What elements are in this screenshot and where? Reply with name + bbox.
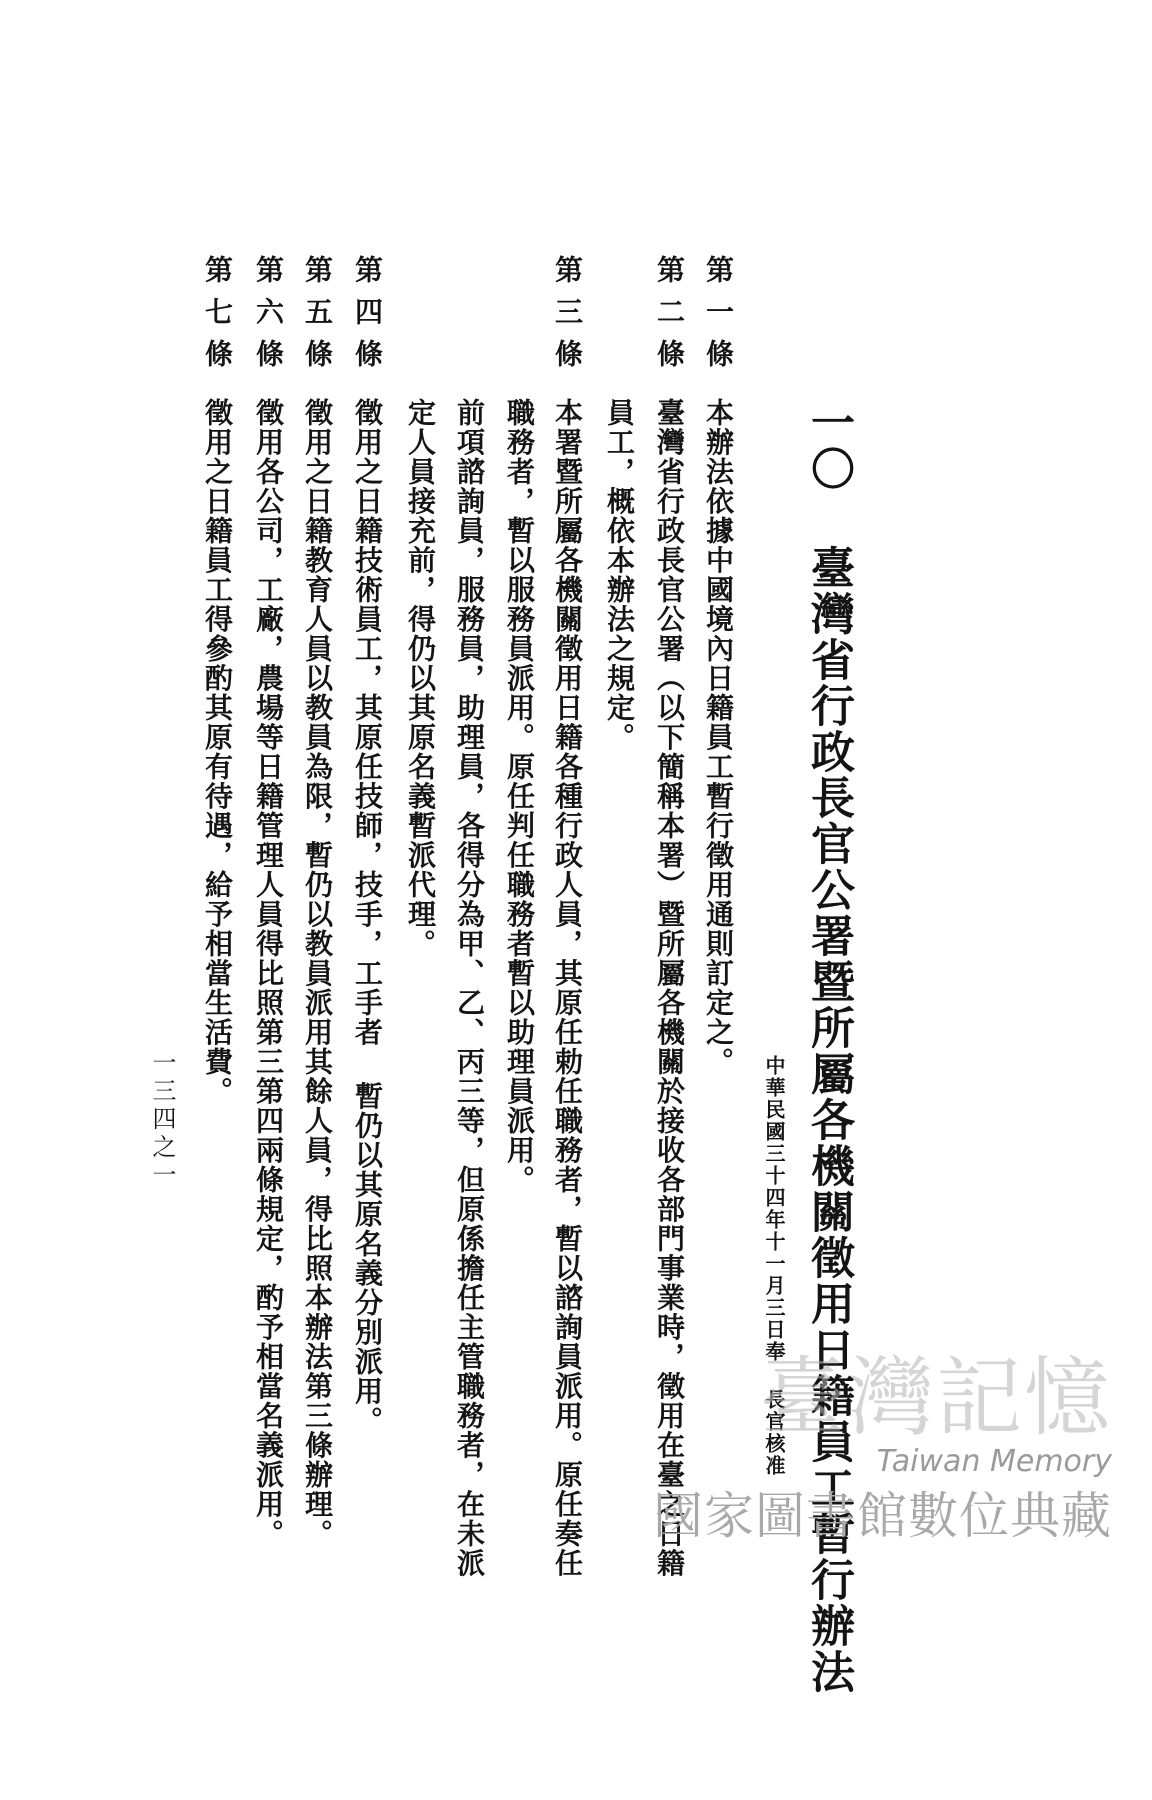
article-4-label: 第四條: [351, 255, 384, 381]
article-2-label: 第二條: [653, 255, 686, 381]
document-title: 一〇 臺灣省行政長官公署暨所屬各機關徵用日籍員工暫行辦法: [803, 400, 854, 1695]
article-7-label: 第七條: [201, 255, 234, 381]
article-3-line-3: 前項諮詢員，服務員，助理員，各得分為甲、乙、丙三等，但原係擔任主管職務者，在未派: [453, 398, 486, 1578]
article-2-line-1: 臺灣省行政長官公署（以下簡稱本署）暨所屬各機關於接收各部門事業時，徵用在臺之日籍: [653, 398, 686, 1578]
page-number: 一三四之一: [148, 1050, 176, 1190]
watermark-library-name: 國家圖書館數位典藏: [653, 1487, 1112, 1545]
article-4-line-1: 徵用之日籍技術員工，其原任技師，技手，工手者 暫仍以其原名義分別派用。: [351, 398, 384, 1436]
article-1-label: 第一條: [702, 255, 735, 381]
watermark-chinese-logo: 臺灣記憶: [760, 1348, 1112, 1448]
article-3-line-2: 職務者，暫以服務員派用。原任判任職務者暫以助理員派用。: [503, 398, 536, 1195]
watermark-english-text: Taiwan Memory: [876, 1444, 1112, 1479]
article-3-line-4: 定人員接充前，得仍以其原名義暫派代理。: [404, 398, 437, 959]
watermark: [552, 1348, 1112, 1545]
article-5-line-1: 徵用之日籍教育人員以教員為限，暫仍以教員派用其餘人員，得比照本辦法第三條辦理。: [301, 398, 334, 1549]
article-6-line-1: 徵用各公司，工廠，農場等日籍管理人員得比照第三第四兩條規定，酌予相當名義派用。: [252, 398, 285, 1549]
article-1-line-1: 本辦法依據中國境內日籍員工暫行徵用通則訂定之。: [702, 398, 735, 1077]
article-2-line-2: 員工，概依本辦法之規定。: [603, 398, 636, 752]
article-5-label: 第五條: [301, 255, 334, 381]
article-7-line-1: 徵用之日籍員工得參酌其原有待遇，給予相當生活費。: [201, 398, 234, 1106]
article-3-label: 第三條: [551, 255, 584, 381]
approval-date: 中華民國三十四年十一月三日奉 長官核准: [762, 1055, 786, 1477]
article-6-label: 第六條: [252, 255, 285, 381]
article-3-line-1: 本署暨所屬各機關徵用日籍各種行政人員，其原任勅任職務者，暫以諮詢員派用。原任奏任: [551, 398, 584, 1578]
